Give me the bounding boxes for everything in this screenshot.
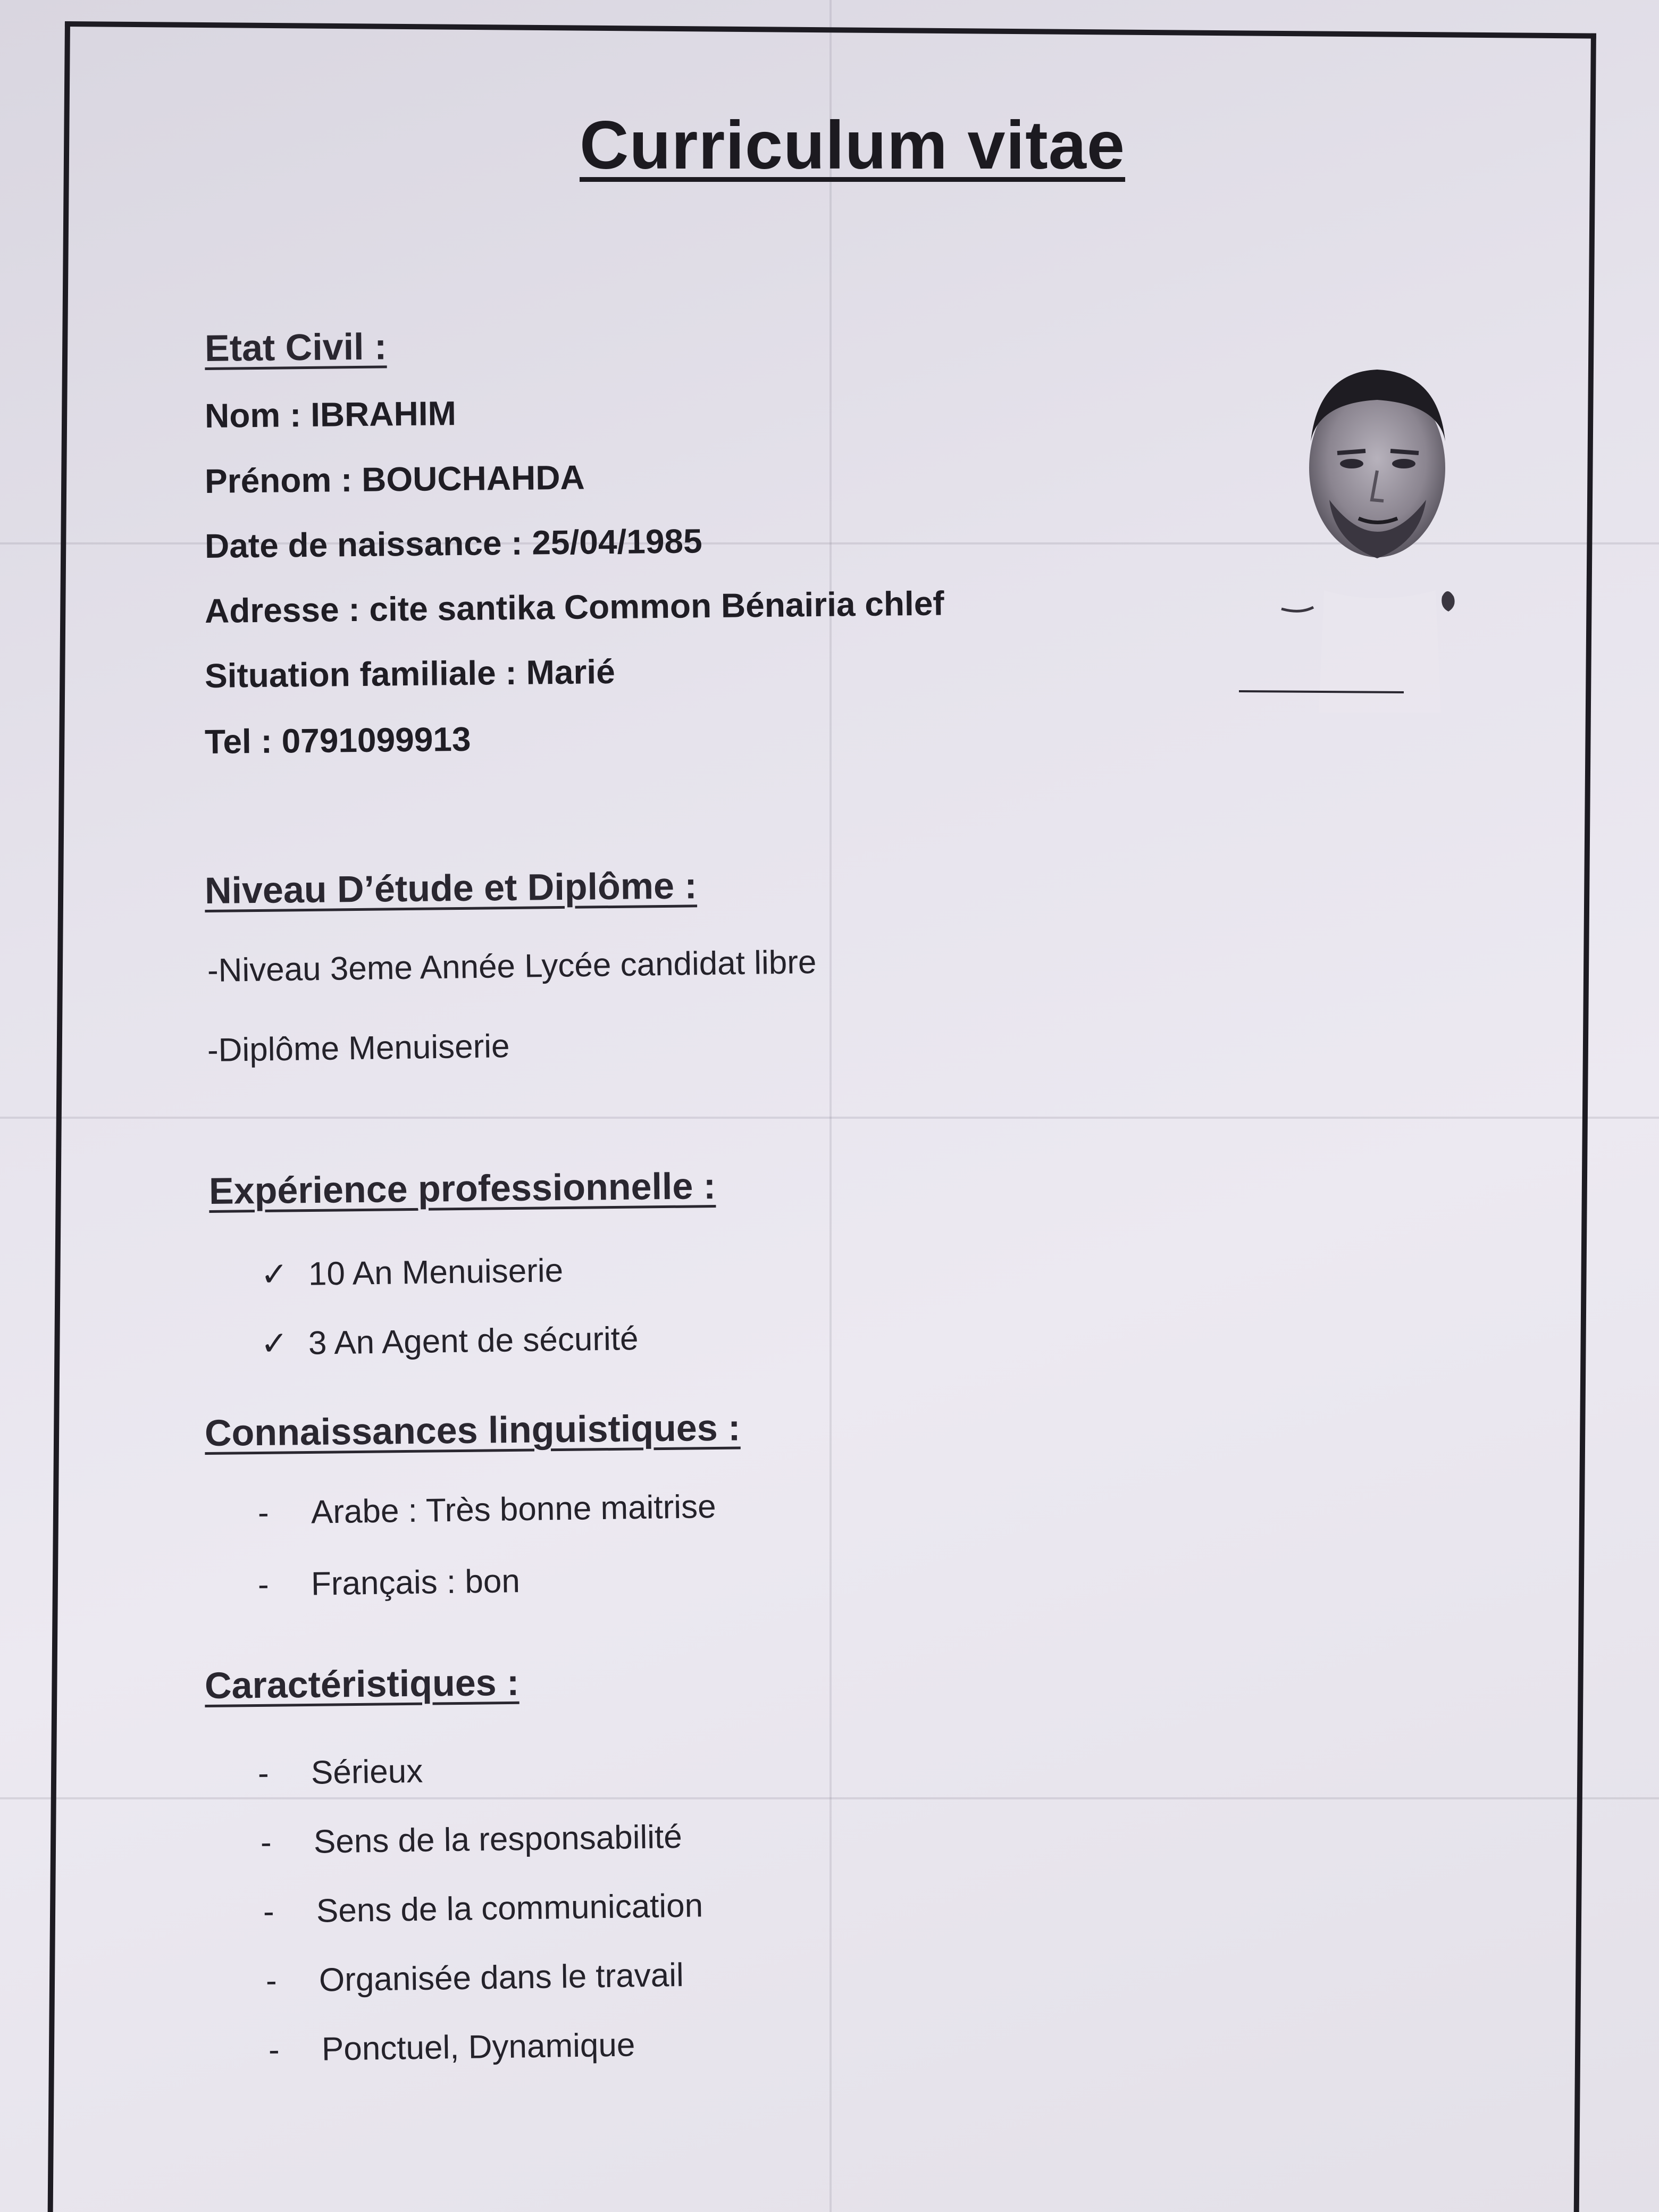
experience-item-label: 10 An Menuiserie [308, 1252, 564, 1293]
caracteristique-item-label: Sérieux [311, 1753, 423, 1791]
section-experience-heading: Expérience professionnelle : [208, 1165, 716, 1212]
portrait-photo [1228, 340, 1526, 713]
caracteristique-item [258, 1753, 423, 1792]
langue-item-label: Français : bon [311, 1563, 521, 1603]
caracteristique-item [269, 2026, 635, 2069]
caracteristique-item [266, 1956, 684, 2000]
etude-item: -Diplôme Menuiserie [207, 1028, 510, 1069]
document-title: Curriculum vitae [580, 107, 1126, 183]
bullet-dash: - [268, 2031, 280, 2068]
bullet-dash: - [257, 1566, 270, 1603]
section-etudes-heading: Niveau D’étude et Diplôme : [204, 865, 698, 911]
section-etat-civil-heading: Etat Civil : [204, 325, 387, 369]
field-situation-familiale: Situation familiale : Marié [204, 652, 616, 695]
field-adresse: Adresse : cite santika Common Bénairia chlef [204, 584, 944, 630]
section-langues-heading: Connaissances linguistiques : [204, 1406, 741, 1454]
check-icon: ✓ [260, 1256, 289, 1293]
experience-item [260, 1319, 638, 1363]
bullet-dash: - [263, 1893, 275, 1930]
bullet-dash: - [257, 1494, 270, 1531]
caracteristique-item [261, 1818, 683, 1862]
bullet-dash: - [257, 1755, 270, 1792]
field-nom: Nom : IBRAHIM [204, 394, 457, 435]
experience-item-label: 3 An Agent de sécurité [308, 1320, 639, 1362]
field-prenom: Prénom : BOUCHAHDA [204, 458, 585, 500]
langue-item [258, 1562, 521, 1604]
langue-item-label: Arabe : Très bonne maitrise [311, 1488, 716, 1531]
bullet-dash: - [265, 1962, 278, 1999]
caracteristique-item [263, 1887, 703, 1931]
caracteristique-item-label: Sens de la responsabilité [313, 1818, 683, 1861]
caracteristique-item-label: Organisée dans le travail [319, 1957, 684, 1999]
field-date-naissance: Date de naissance : 25/04/1985 [204, 522, 703, 565]
check-icon: ✓ [260, 1325, 289, 1362]
etude-item: -Niveau 3eme Année Lycée candidat libre [207, 944, 817, 989]
caracteristique-item-label: Ponctuel, Dynamique [321, 2026, 635, 2068]
section-caracteristiques-heading: Caractéristiques : [204, 1661, 520, 1706]
caracteristique-item-label: Sens de la communication [316, 1887, 703, 1930]
experience-item [260, 1251, 563, 1294]
langue-item [258, 1488, 717, 1532]
field-telephone: Tel : 0791099913 [204, 719, 471, 761]
bullet-dash: - [260, 1824, 272, 1861]
